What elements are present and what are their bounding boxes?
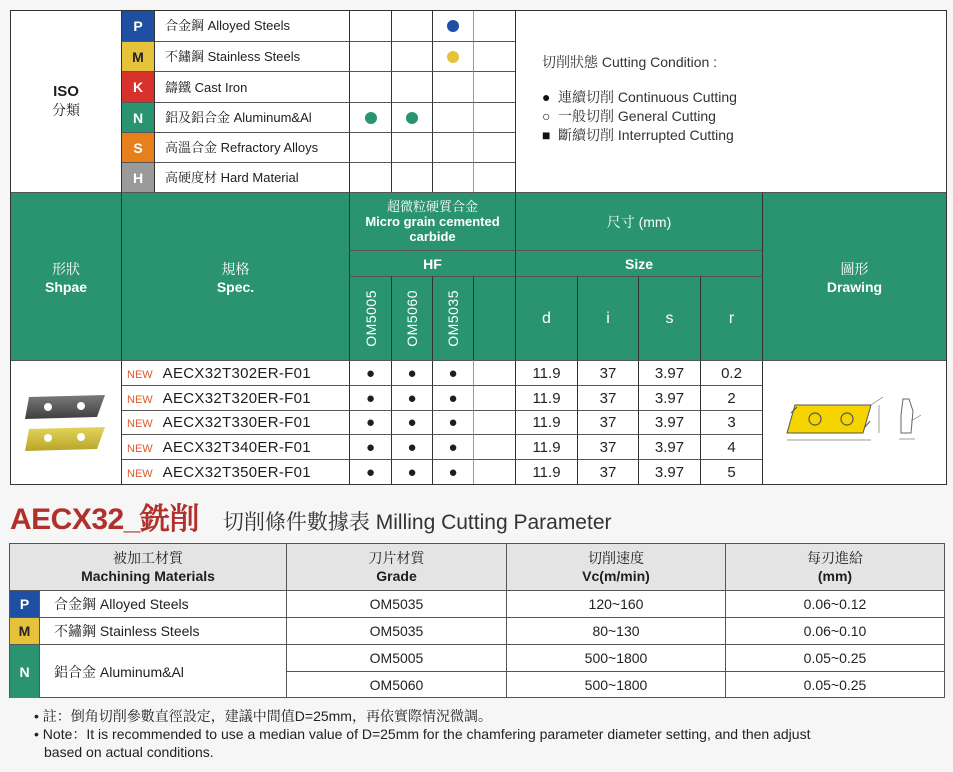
product-grade-cell: [391, 360, 432, 385]
param-iso-letter-N: N: [10, 644, 39, 698]
iso-grade-cell: [391, 132, 432, 162]
note-en-cont: based on actual conditions.: [44, 744, 214, 760]
product-size-r: 0.2: [700, 360, 762, 385]
param-material: 不鏽鋼 Stainless Steels: [39, 617, 286, 644]
legend-text: 連續切削 Continuous Cutting: [558, 89, 737, 105]
continuous-cutting-dot-icon: ●: [407, 414, 417, 431]
continuous-cutting-dot-icon: ●: [365, 463, 376, 481]
header-grade-label: OM5005: [362, 290, 379, 347]
param-material: 合金鋼 Alloyed Steels: [39, 590, 286, 617]
product-size-d: 11.9: [515, 434, 577, 459]
product-grade-cell: [391, 459, 432, 484]
header-size-label: d: [542, 309, 551, 327]
iso-material-label: 高硬度材 Hard Material: [154, 162, 349, 192]
iso-grade-cell: [432, 102, 473, 132]
product-size-r: 3: [700, 410, 762, 434]
new-badge: NEW: [127, 369, 153, 381]
product-spec: AECX32T302ER-F01: [162, 365, 311, 382]
iso-grade-cell: [349, 132, 391, 162]
param-header-zh: 每刃進給: [807, 550, 863, 566]
cutting-parameter-table: [9, 543, 945, 698]
product-size-d: 11.9: [515, 360, 577, 385]
notes: [34, 707, 944, 761]
legend-title: 切削狀態 Cutting Condition :: [542, 54, 718, 70]
legend-item: [542, 126, 946, 145]
iso-grade-cell: [432, 162, 473, 192]
product-grade-cell: [349, 410, 391, 434]
param-header-en: Machining Materials: [81, 568, 215, 584]
header-grade-group-zh: 超微粒硬質合金: [386, 199, 478, 214]
iso-grade-cell: [432, 41, 473, 71]
header-grade-OM5005: [349, 276, 391, 360]
insert-photo-icon: [21, 391, 111, 455]
header-grade-blank: [473, 276, 515, 360]
product-size-s: 3.97: [638, 434, 700, 459]
product-size-r: 5: [700, 459, 762, 484]
header-drawing-en: Drawing: [826, 278, 883, 295]
iso-letter-S: S: [121, 132, 154, 162]
product-grade-cell: [432, 360, 473, 385]
iso-grade-cell: [391, 102, 432, 132]
param-feed: 0.05~0.25: [725, 644, 944, 671]
section-title: AECX32_銑削: [10, 503, 199, 536]
header-drawing-zh: 圖形: [840, 260, 869, 277]
header-grade-group: [349, 192, 515, 250]
product-grade-cell: [432, 434, 473, 459]
product-grade-cell: [349, 434, 391, 459]
iso-material-label: 鋁及鋁合金 Aluminum&Al: [154, 102, 349, 132]
iso-letter-P: P: [121, 11, 154, 41]
header-grade-OM5035: [432, 276, 473, 360]
product-grade-cell: [432, 459, 473, 484]
iso-material-label: 鑄鐵 Cast Iron: [154, 71, 349, 102]
header-size-s: [638, 276, 700, 360]
new-badge: NEW: [127, 443, 153, 455]
iso-grade-cell: [349, 41, 391, 71]
param-header-3: [725, 544, 944, 590]
param-header-zh: 刀片材質: [368, 550, 425, 566]
product-size-d: 11.9: [515, 459, 577, 484]
product-size-d: 11.9: [515, 385, 577, 410]
section-subtitle: 切削條件數據表 Milling Cutting Parameter: [222, 511, 612, 534]
iso-material-label: 高溫合金 Refractory Alloys: [154, 132, 349, 162]
param-vc: 120~160: [506, 590, 725, 617]
iso-letter-K: K: [121, 71, 154, 102]
header-size-zh: [515, 192, 762, 250]
continuous-cutting-dot-icon: ●: [448, 438, 458, 456]
product-spec: AECX32T350ER-F01: [162, 464, 311, 481]
continuous-cutting-dot-icon: ●: [448, 463, 458, 481]
grade-suitability-dot-icon: [447, 20, 459, 32]
continuous-cutting-dot-icon: ●: [365, 389, 376, 407]
param-feed: 0.05~0.25: [725, 671, 944, 698]
product-grade-cell: [349, 385, 391, 410]
product-size-i: 37: [577, 434, 638, 459]
header-size-label: i: [606, 309, 610, 327]
iso-grade-cell: [349, 102, 391, 132]
header-grade-subgroup: [349, 250, 515, 276]
header-shape-zh: 形狀: [52, 260, 80, 277]
iso-material-label: 不鏽鋼 Stainless Steels: [154, 41, 349, 71]
header-grade-label: OM5060: [404, 290, 420, 347]
new-badge: NEW: [127, 468, 153, 480]
product-size-s: 3.97: [638, 410, 700, 434]
grade-suitability-dot-icon: [365, 112, 377, 124]
header-spec: [121, 192, 349, 360]
product-size-i: 37: [577, 459, 638, 484]
iso-grade-cell: [349, 71, 391, 102]
product-spec: AECX32T340ER-F01: [162, 439, 311, 456]
product-size-d: 11.9: [515, 410, 577, 434]
product-grade-cell: [473, 385, 515, 410]
iso-grade-cell: [473, 102, 515, 132]
param-header-zh: 被加工材質: [113, 550, 183, 566]
cutting-condition-legend: [515, 11, 946, 192]
iso-grade-cell: [473, 41, 515, 71]
continuous-cutting-dot-icon: ●: [448, 414, 458, 431]
product-grade-cell: [432, 410, 473, 434]
iso-grade-cell: [391, 41, 432, 71]
continuous-cutting-dot-icon: ●: [365, 364, 376, 382]
header-size-i: [577, 276, 638, 360]
continuous-cutting-dot-icon: ●: [407, 364, 417, 382]
header-size-zh-text: 尺寸 (mm): [606, 213, 672, 230]
insert-technical-drawing-icon: [775, 393, 935, 453]
product-grade-cell: [349, 360, 391, 385]
continuous-cutting-dot-icon: ●: [407, 463, 417, 481]
grade-suitability-dot-icon: [406, 112, 418, 124]
note-en: • Note：It is recommended to use a median value of D=25mm for the chamfering parameter diameter setting, and then adjust: [34, 726, 811, 742]
iso-grade-cell: [391, 71, 432, 102]
product-spec: AECX32T320ER-F01: [162, 390, 311, 407]
iso-grade-cell: [349, 162, 391, 192]
iso-grade-cell: [473, 132, 515, 162]
product-spec: AECX32T330ER-F01: [162, 414, 311, 431]
note-zh: • 註：倒角切削參數直徑設定，建議中間值D=25mm，再依實際情況微調。: [34, 708, 492, 724]
iso-grade-cell: [391, 162, 432, 192]
grade-suitability-dot-icon: [447, 51, 459, 63]
legend-symbol-icon: ■: [542, 127, 551, 143]
param-grade: OM5035: [286, 590, 506, 617]
header-size-en-text: Size: [624, 255, 653, 272]
product-size-s: 3.97: [638, 459, 700, 484]
header-shape: [11, 192, 121, 360]
header-spec-en: Spec.: [216, 278, 255, 295]
iso-grade-cell: [432, 11, 473, 41]
iso-label-zh: 分類: [52, 102, 80, 118]
continuous-cutting-dot-icon: ●: [365, 438, 376, 456]
param-grade: OM5035: [286, 617, 506, 644]
product-grade-cell: [473, 410, 515, 434]
param-header-zh: 切削速度: [588, 550, 644, 566]
product-grade-cell: [473, 360, 515, 385]
new-badge: NEW: [127, 418, 153, 430]
product-size-s: 3.97: [638, 385, 700, 410]
product-grade-cell: [391, 434, 432, 459]
product-spec-cell: [121, 360, 349, 385]
iso-label-en: ISO: [53, 83, 79, 100]
product-grade-cell: [349, 459, 391, 484]
product-size-s: 3.97: [638, 360, 700, 385]
header-hf: HF: [423, 255, 442, 272]
product-spec-cell: [121, 434, 349, 459]
header-spec-zh: 規格: [221, 260, 250, 277]
iso-grade-cell: [432, 132, 473, 162]
section-title-bar: [10, 494, 612, 534]
header-grade-label: OM5035: [445, 290, 461, 347]
product-grade-cell: [473, 434, 515, 459]
iso-letter-H: H: [121, 162, 154, 192]
iso-grade-cell: [473, 162, 515, 192]
iso-label-cell: [11, 11, 121, 192]
product-size-i: 37: [577, 410, 638, 434]
new-badge: NEW: [127, 394, 153, 406]
iso-grade-cell: [391, 11, 432, 41]
param-iso-letter-M: M: [10, 617, 39, 644]
param-header-en: Grade: [376, 568, 417, 584]
header-drawing: [762, 192, 946, 360]
param-header-en: (mm): [817, 568, 853, 584]
legend-symbol-icon: ●: [542, 89, 551, 105]
legend-text: 一般切削 General Cutting: [558, 108, 716, 124]
header-shape-en: Shpae: [44, 278, 87, 295]
iso-grade-cell: [473, 11, 515, 41]
iso-grade-cell: [432, 71, 473, 102]
iso-grade-cell: [349, 11, 391, 41]
param-header-en: Vc(m/min): [582, 568, 650, 584]
legend-text: 斷續切削 Interrupted Cutting: [558, 127, 734, 143]
product-spec-table: [10, 10, 947, 485]
param-header-0: [10, 544, 286, 590]
iso-letter-M: M: [121, 41, 154, 71]
product-grade-cell: [473, 459, 515, 484]
header-size-label: r: [728, 309, 735, 327]
header-grade-group-en: Micro grain cemented carbide: [365, 214, 500, 244]
iso-material-label: 合金鋼 Alloyed Steels: [154, 11, 349, 41]
header-grade-OM5060: [391, 276, 432, 360]
shape-image-cell: [11, 360, 121, 484]
legend-item: [542, 107, 946, 126]
product-spec-cell: [121, 385, 349, 410]
param-grade: OM5005: [286, 644, 506, 671]
product-spec-cell: [121, 410, 349, 434]
param-grade: OM5060: [286, 671, 506, 698]
param-header-1: [286, 544, 506, 590]
product-size-i: 37: [577, 385, 638, 410]
iso-letter-N: N: [121, 102, 154, 132]
iso-grade-cell: [473, 71, 515, 102]
header-size-r: [700, 276, 762, 360]
product-size-i: 37: [577, 360, 638, 385]
product-grade-cell: [432, 385, 473, 410]
param-vc: 500~1800: [506, 671, 725, 698]
continuous-cutting-dot-icon: ●: [407, 438, 417, 456]
param-iso-letter-P: P: [10, 590, 39, 617]
product-grade-cell: [391, 410, 432, 434]
continuous-cutting-dot-icon: ●: [407, 389, 417, 407]
product-spec-cell: [121, 459, 349, 484]
product-size-r: 4: [700, 434, 762, 459]
header-size-d: [515, 276, 577, 360]
param-feed: 0.06~0.12: [725, 590, 944, 617]
param-vc: 80~130: [506, 617, 725, 644]
legend-item: [542, 88, 946, 107]
drawing-cell: [762, 360, 946, 484]
param-material: 鋁合金 Aluminum&Al: [39, 644, 286, 698]
legend-items: [542, 88, 946, 145]
legend-symbol-icon: ○: [542, 108, 551, 124]
continuous-cutting-dot-icon: ●: [448, 389, 458, 407]
header-size-label: s: [665, 309, 674, 327]
continuous-cutting-dot-icon: ●: [365, 414, 376, 431]
param-vc: 500~1800: [506, 644, 725, 671]
product-size-r: 2: [700, 385, 762, 410]
param-feed: 0.06~0.10: [725, 617, 944, 644]
continuous-cutting-dot-icon: ●: [448, 364, 458, 382]
header-size-en: [515, 250, 762, 276]
param-header-2: [506, 544, 725, 590]
product-grade-cell: [391, 385, 432, 410]
